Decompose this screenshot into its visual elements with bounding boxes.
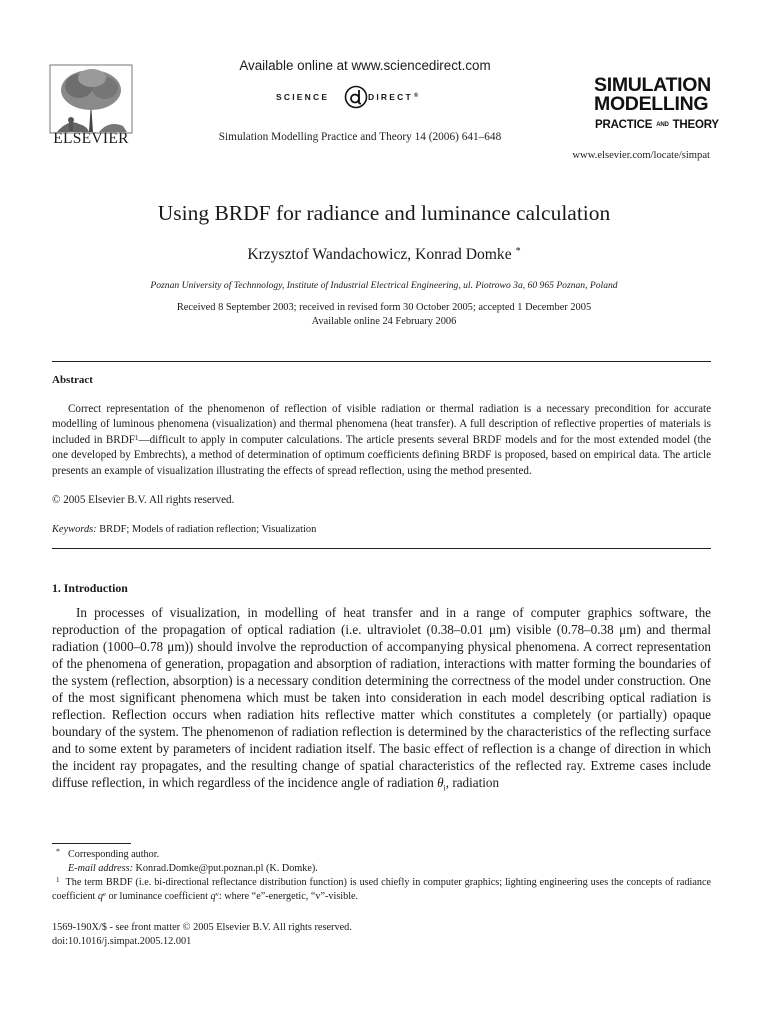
journal-logo-line2: MODELLING	[594, 93, 709, 115]
sciencedirect-logo	[240, 85, 490, 113]
corresponding-author-mark[interactable]: *	[515, 246, 521, 257]
abstract-top-rule	[52, 361, 711, 362]
registered-mark: ®	[413, 93, 421, 99]
sciencedirect-left-word: SCIENCE	[276, 92, 330, 102]
abstract-copyright: © 2005 Elsevier B.V. All rights reserved.	[52, 494, 235, 506]
issn-line: 1569-190X/$ - see front matter © 2005 Elsevier B.V. All rights reserved.	[52, 922, 352, 933]
article-dates-received: Received 8 September 2003; received in revised form 30 October 2005; accepted 1 December 2005	[176, 302, 592, 313]
footnote-corresponding	[52, 848, 711, 875]
elsevier-tree-logo-icon	[49, 64, 133, 134]
abstract-bottom-rule	[52, 548, 711, 549]
footnote-1-q1-sup: e	[103, 890, 106, 898]
footnote-1-mark: 1	[56, 876, 60, 884]
journal-logo-and: AND	[656, 122, 669, 128]
author-names: Krzysztof Wandachowicz, Konrad Domke	[247, 246, 512, 263]
doi-link[interactable]: doi:10.1016/j.simpat.2005.12.001	[52, 935, 192, 947]
email-suffix: (K. Domke).	[266, 862, 318, 874]
corresponding-text: Corresponding author.	[68, 849, 160, 860]
theta-symbol: θ	[437, 775, 444, 791]
corresponding-mark: *	[56, 847, 60, 856]
footnote-1	[52, 874, 711, 903]
introduction-heading: 1. Introduction	[52, 581, 128, 595]
footnote-1-q2-sup: v	[215, 890, 219, 898]
footnote-1-text-a: The term BRDF (i.e. bi-directional reflectance distribution function) is used chiefly in computer graphics; lighting engineering uses the concepts of radiance coefficient	[52, 877, 711, 902]
footnote-ref-1[interactable]: 1	[134, 433, 139, 442]
footnote-1-text-c: : where “e”-energetic, “v”-visible.	[218, 890, 359, 902]
journal-logo-line1: SIMULATION	[594, 74, 711, 96]
keywords-value: BRDF; Models of radiation reflection; Visualization	[99, 524, 317, 535]
article-dates-online: Available online 24 February 2006	[311, 316, 457, 327]
introduction-text: In processes of visualization, in modelling of heat transfer and in a range of computer graphics software, the reproduction of the propagation of optical radiation (i.e. ultraviolet (0.38–0.01 μm) visible (0.78–0.38 μm) and thermal radiation (1000–0.78 μm)) should involve the reproduction of accompanying physical phenomena. A correct representation of the phenomena of generation, propagation and absorption of radiation, interactions with matter forming the boundaries of the system (reflection, absorption) is a necessary condition determining the correctness of the model under construction. One of the most significant phenomena which must be taken into consideration in each model describing optical radiation is reflection. Reflection occurs when radiation hits reflective matter which constitutes a completely (or partially) opaque boundary of the system. The phenomenon of radiation reflection is determined by the characteristics of the reflecting surface and to some extent by parameters of incident radiation itself. The basic effect of reflection is a change of direction in which the incident ray propagates, and the resulting change of spatial characteristics of the reflected ray. Extreme cases include diffuse reflection, in which regardless of the incidence angle of radiation	[52, 605, 711, 791]
author-affiliation: Poznan University of Technnology, Institute of Industrial Electrical Engineering, ul. Piotrowo 3a, 60 965 Poznan, Poland	[150, 280, 618, 291]
email-label: E-mail address:	[68, 862, 133, 874]
theta-subscript: i	[443, 784, 446, 794]
abstract-text-part2: —difficult to apply in computer calculations. The article presents several BRDF models and for the most extended model (the one developed by Embrechts), a method of determination of optimum coefficients defining BRDF is proposed, based on empirical data. The article presents an example of visualization illustrating the effects of spread reflection, using the method presented.	[52, 433, 711, 477]
publisher-name: ELSEVIER	[53, 130, 129, 147]
article-authors	[0, 246, 768, 264]
sciencedirect-at-icon	[344, 85, 368, 109]
journal-logo-sub2: THEORY	[672, 119, 719, 131]
journal-logo-sub1: PRACTICE	[595, 119, 653, 131]
journal-logo-subtitle	[595, 119, 719, 131]
abstract-heading: Abstract	[52, 374, 93, 386]
abstract-text-part1: Correct representation of the phenomenon of reflection of visible radiation or thermal radiation is a necessary precondition for accurate modelling of luminous phenomena (visualization) and thermal phenomena (heat transfer). A full description of reflective properties of materials is included in BRDF	[52, 403, 711, 446]
footnote-1-q1: q	[97, 890, 104, 902]
footnote-1-q2: q	[210, 890, 216, 902]
footnote-rule	[52, 843, 131, 844]
article-title: Using BRDF for radiance and luminance calculation	[157, 201, 611, 225]
introduction-text-end: , radiation	[445, 775, 500, 791]
keywords-line	[52, 524, 316, 535]
author-email-link[interactable]: Konrad.Domke@put.poznan.pl	[135, 862, 264, 874]
front-matter-info	[52, 921, 352, 949]
sciencedirect-right-word: DIRECT®	[368, 92, 421, 102]
abstract-body	[52, 402, 711, 479]
corresponding-line	[52, 848, 711, 862]
introduction-body	[52, 604, 711, 797]
journal-logo-title	[594, 76, 724, 114]
keywords-label: Keywords:	[52, 524, 97, 535]
available-online-text: Available online at www.sciencedirect.com	[239, 58, 491, 73]
footnote-1-text-b: or luminance coefficient	[105, 890, 211, 902]
journal-reference: Simulation Modelling Practice and Theory 14 (2006) 641–648	[218, 131, 502, 143]
journal-url-link[interactable]: www.elsevier.com/locate/simpat	[572, 150, 710, 161]
